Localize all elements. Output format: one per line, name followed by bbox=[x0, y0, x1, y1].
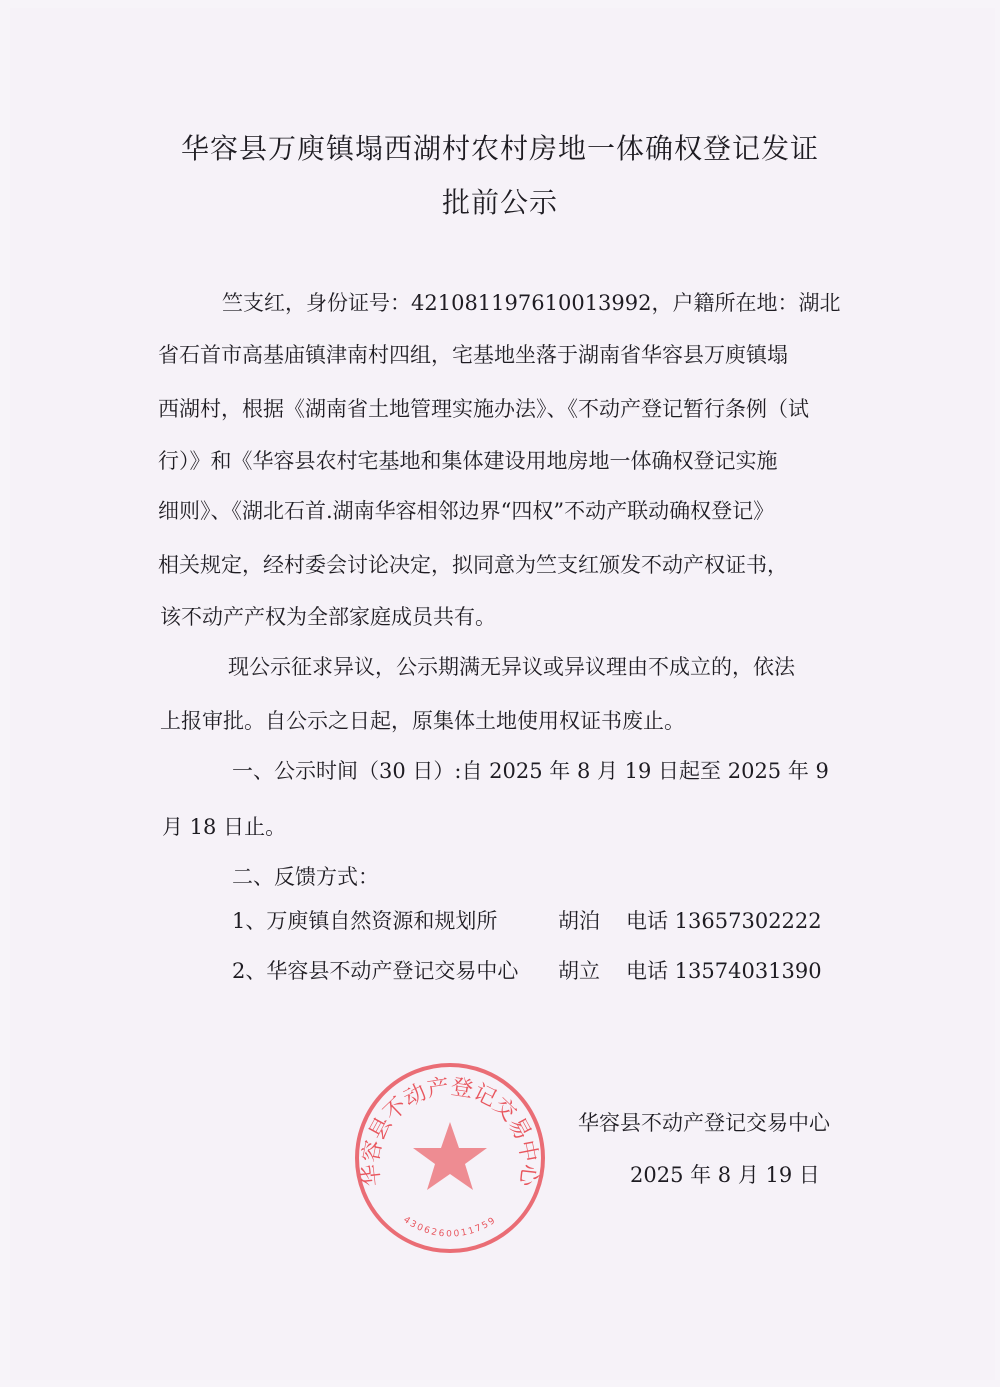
document-title-line1: 华容县万庾镇塌西湖村农村房地一体确权登记发证 bbox=[180, 132, 819, 165]
para1-line: 该不动产产权为全部家庭成员共有。 bbox=[160, 605, 496, 629]
para1-line: 相关规定，经村委会讨论决定，拟同意为竺支红颁发不动产权证书， bbox=[158, 553, 788, 577]
para1-line: 细则》、《湖北石首.湖南华容相邻边界“四权”不动产联动确权登记》 bbox=[158, 499, 775, 523]
para1-line: 竺支红，身份证号：421081197610013992，户籍所在地：湖北 bbox=[222, 291, 841, 315]
para1-line: 省石首市高基庙镇津南村四组，宅基地坐落于湖南省华容县万庾镇塌 bbox=[158, 343, 788, 367]
seal-star-icon bbox=[413, 1122, 487, 1190]
para2-line: 现公示征求异议，公示期满无异议或异议理由不成立的，依法 bbox=[228, 655, 795, 679]
signature-org: 华容县不动产登记交易中心 bbox=[578, 1111, 830, 1135]
contact-org: 2、华容县不动产登记交易中心 bbox=[232, 959, 519, 983]
para2-line: 上报审批。自公示之日起，原集体土地使用权证书废止。 bbox=[160, 709, 685, 733]
contact-phone: 电话 13574031390 bbox=[626, 959, 822, 983]
contact-row bbox=[232, 906, 822, 936]
official-seal bbox=[352, 1060, 548, 1256]
svg-text:4306260011759 bbox=[401, 1215, 498, 1239]
feedback-heading: 二、反馈方式： bbox=[232, 865, 379, 889]
period-line: 月 18 日止。 bbox=[162, 815, 287, 839]
document-title-line2: 批前公示 bbox=[441, 186, 558, 219]
contact-org: 1、万庾镇自然资源和规划所 bbox=[232, 909, 498, 933]
period-line: 一、公示时间（30 日）:自 2025 年 8 月 19 日起至 2025 年 9 bbox=[232, 759, 829, 783]
contact-phone: 电话 13657302222 bbox=[626, 909, 822, 933]
contact-person: 胡立 bbox=[558, 959, 600, 983]
signature-date: 2025 年 8 月 19 日 bbox=[630, 1163, 820, 1187]
para1-line: 行）》和《华容县农村宅基地和集体建设用地房地一体确权登记实施 bbox=[158, 449, 778, 473]
para1-line: 西湖村，根据《湖南省土地管理实施办法》、《不动产登记暂行条例（试 bbox=[158, 397, 809, 421]
contact-person: 胡泊 bbox=[558, 909, 600, 933]
seal-code: 4306260011759 bbox=[401, 1215, 499, 1240]
contact-row bbox=[232, 956, 822, 986]
seal-text: 华容县不动产登记交易中心 bbox=[358, 1074, 542, 1188]
